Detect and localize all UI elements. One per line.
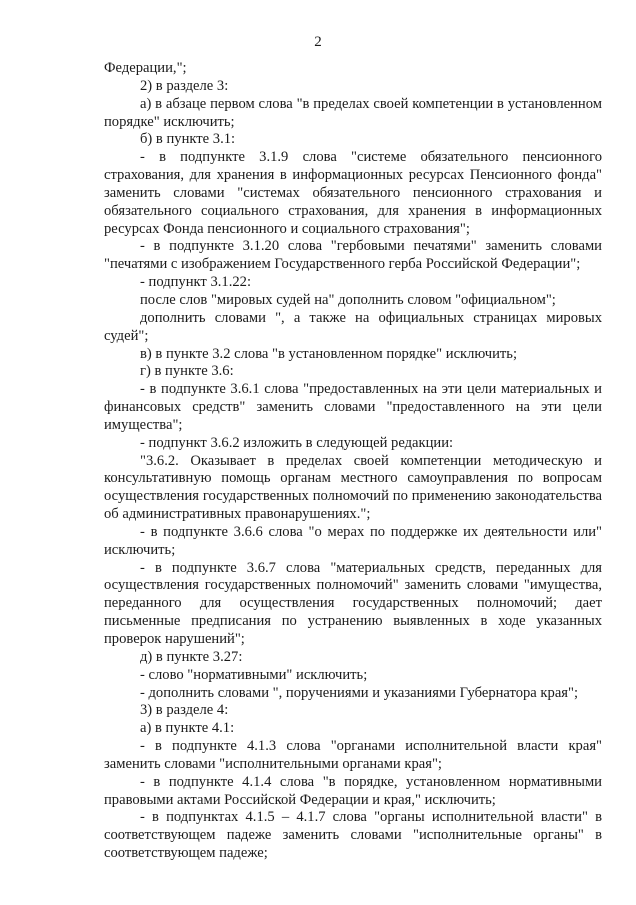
paragraph: в) в пункте 3.2 слова "в установленном порядке" исключить; xyxy=(140,345,518,362)
paragraph: Федерации,"; xyxy=(104,60,187,76)
paragraph: а) в пункте 4.1: xyxy=(140,720,235,737)
paragraph: 2) в разделе 3: xyxy=(140,77,229,94)
paragraph: - в подпункте 4.1.4 слова "в порядке, установленном нормативными правовыми актами Российской Федерации и края," исключить; xyxy=(104,773,602,808)
paragraph: - в подпункте 3.6.7 слова "материальных средств, переданных для осуществления государственных полномочий" заменить словами "имущества, переданного для осуществления государственных полномочий; дает письменные предписания по устранению выявленных в ходе указанных проверок нарушений"; xyxy=(104,559,602,647)
paragraph: после слов "мировых судей на" дополнить словом "официальном"; xyxy=(140,291,556,308)
paragraph: - в подпунктах 4.1.5 – 4.1.7 слова "органы исполнительной власти" в соответствующем падеже заменить словами "исполнительные органы" в соответствующем падеже; xyxy=(104,809,602,862)
paragraph: д) в пункте 3.27: xyxy=(140,648,243,665)
paragraph: - слово "нормативными" исключить; xyxy=(140,666,368,683)
paragraph: - в подпункте 3.1.20 слова "гербовыми печатями" заменить словами "печатями с изображением Государственного герба Российской Федерации"; xyxy=(104,238,602,273)
paragraph: - подпункт 3.6.2 изложить в следующей редакции: xyxy=(140,434,454,451)
paragraph: дополнить словами ", а также на официальных страницах мировых судей"; xyxy=(104,309,602,344)
paragraph: - в подпункте 3.1.9 слова "системе обязательного пенсионного страхования, для хранения в информационных ресурсах Пенсионного фонда" заменить словами "системах обязательного пенсионного страхования и обязательного социального страхования, для хранения в информационных ресурсах Фонда пенсионного и социального страхования"; xyxy=(104,149,602,237)
document-body xyxy=(104,60,602,863)
paragraph: б) в пункте 3.1: xyxy=(140,131,236,148)
paragraph: а) в абзаце первом слова "в пределах своей компетенции в установленном порядке" исключить; xyxy=(104,95,602,130)
paragraph: - в подпункте 3.6.1 слова "предоставленных на эти цели материальных и финансовых средств" заменить словами "предоставленного на эти цели имущества"; xyxy=(104,381,602,433)
paragraph: - дополнить словами ", поручениями и указаниями Губернатора края"; xyxy=(140,684,579,701)
page-number: 2 xyxy=(314,34,322,50)
paragraph: "3.6.2. Оказывает в пределах своей компетенции методическую и консультативную помощь органам местного самоуправления по вопросам осуществления государственных полномочий по применению законодательства об административных правонарушениях."; xyxy=(104,452,602,523)
paragraph: г) в пункте 3.6: xyxy=(140,363,234,380)
paragraph: - в подпункте 3.6.6 слова "о мерах по поддержке их деятельности или" исключить; xyxy=(104,523,602,558)
paragraph: 3) в разделе 4: xyxy=(140,702,229,719)
paragraph: - подпункт 3.1.22: xyxy=(140,274,251,291)
paragraph: - в подпункте 4.1.3 слова "органами исполнительной власти края" заменить словами "исполнительными органами края"; xyxy=(104,738,602,772)
